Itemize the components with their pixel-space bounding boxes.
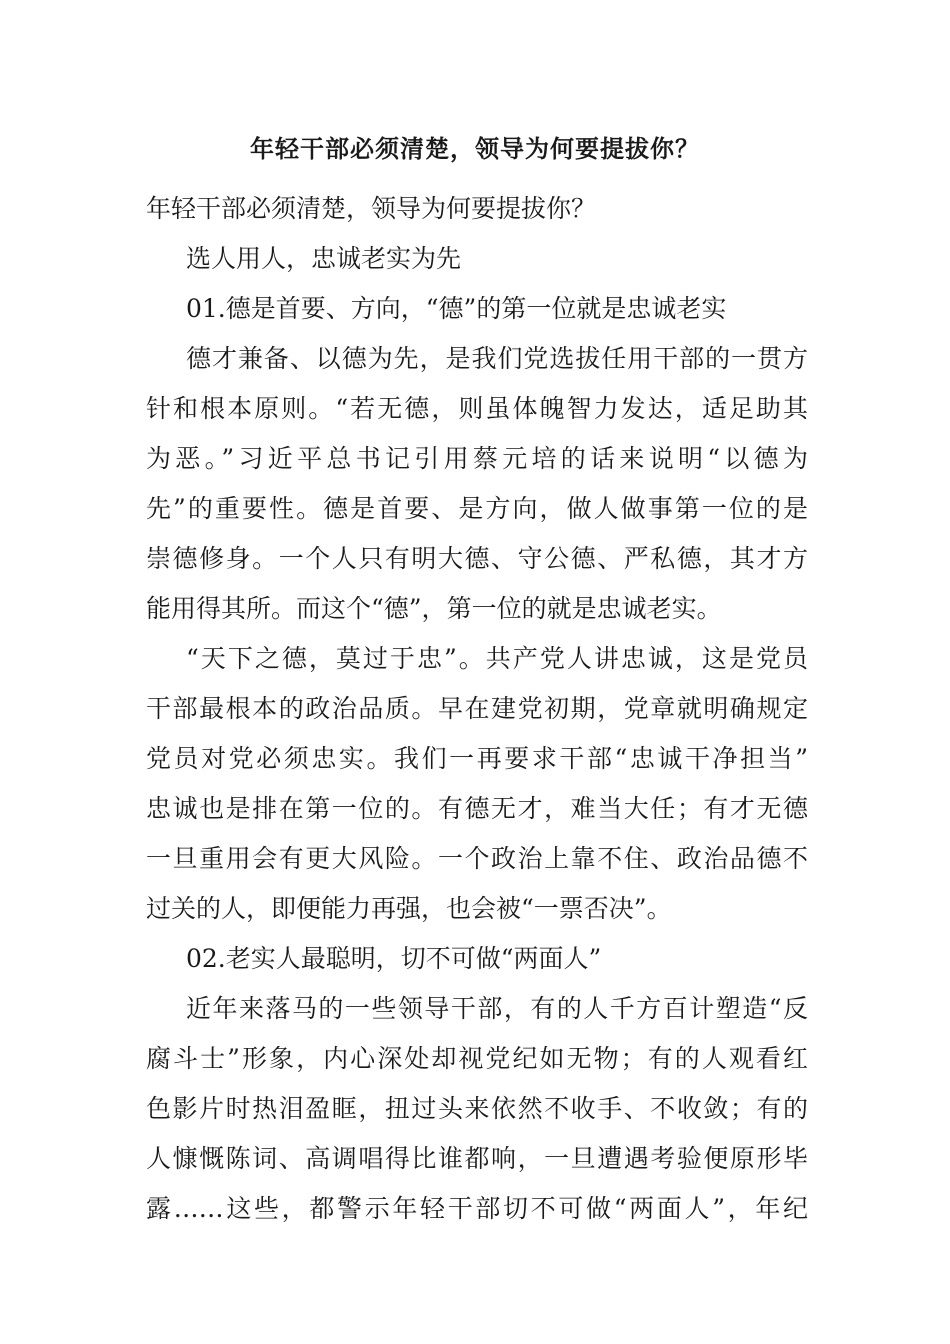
text-line: 年轻干部必须清楚，领导为何要提拔你？ [146, 194, 597, 223]
text-line: 先”的重要性。德是首要、是方向，做人做事第一位的是 [146, 494, 808, 523]
text-line: 近年来落马的一些领导干部，有的人千方百计塑造“反 [186, 994, 808, 1023]
document-title: 年轻干部必须清楚，领导为何要提拔你？ [250, 134, 700, 163]
text-line: 02.老实人最聪明，切不可做“两面人” [186, 944, 602, 973]
text-line: 露……这些，都警示年轻干部切不可做“两面人”，年纪 [146, 1194, 808, 1223]
text-line: 腐斗士”形象，内心深处却视党纪如无物；有的人观看红 [146, 1044, 808, 1073]
text-line: 针和根本原则。“若无德，则虽体魄智力发达，适足助其 [146, 394, 808, 423]
text-line: 能用得其所。而这个“德”，第一位的就是忠诚老实。 [146, 594, 722, 623]
text-line: 色影片时热泪盈眶，扭过头来依然不收手、不收敛；有的 [146, 1094, 808, 1123]
text-line: 崇德修身。一个人只有明大德、守公德、严私德，其才方 [146, 544, 808, 573]
text-line: 为恶。”习近平总书记引用蔡元培的话来说明“以德为 [146, 444, 808, 473]
text-line: 一旦重用会有更大风险。一个政治上靠不住、政治品德不 [146, 844, 808, 873]
text-line: 过关的人，即便能力再强，也会被“一票否决”。 [146, 894, 672, 923]
text-line: 德才兼备、以德为先，是我们党选拔任用干部的一贯方 [186, 344, 808, 373]
text-line: 干部最根本的政治品质。早在建党初期，党章就明确规定 [146, 694, 808, 723]
text-line: 人慷慨陈词、高调唱得比谁都响，一旦遭遇考验便原形毕 [146, 1144, 808, 1173]
text-line: 01.德是首要、方向，“德”的第一位就是忠诚老实 [186, 294, 727, 323]
text-line: 忠诚也是排在第一位的。有德无才，难当大任；有才无德 [146, 794, 808, 823]
text-line: 党员对党必须忠实。我们一再要求干部“忠诚干净担当” [146, 744, 808, 773]
document-body [146, 184, 808, 1234]
text-line: “天下之德，莫过于忠”。共产党人讲忠诚，这是党员 [186, 644, 808, 673]
text-line: 选人用人，忠诚老实为先 [186, 244, 462, 273]
